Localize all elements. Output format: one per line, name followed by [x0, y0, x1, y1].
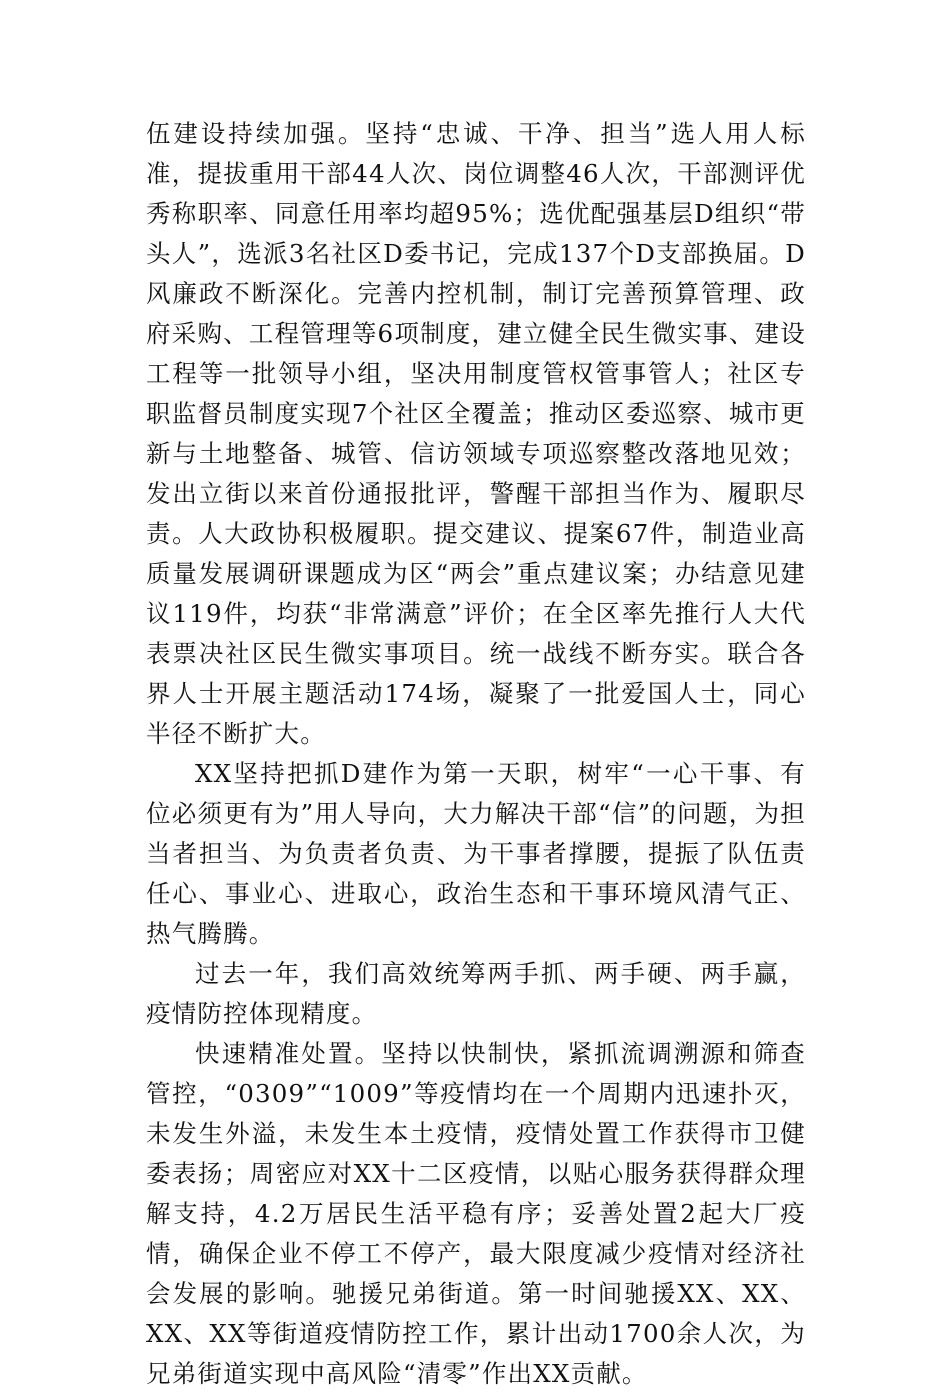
paragraph-2: XX坚持把抓D建作为第一天职，树牢“一心干事、有位必须更有为”用人导向，大力解决干部“信”的问题，为担当者担当、为负责者负责、为干事者撑腰，提振了队伍责任心、事业心、进取心，政治生态和干事环境风清气正、热气腾腾。 [146, 759, 806, 948]
document-body [146, 114, 806, 1394]
paragraph-4: 快速精准处置。坚持以快制快，紧抓流调溯源和筛查管控，“0309”“1009”等疫情均在一个周期内迅速扑灭，未发生外溢，未发生本土疫情，疫情处置工作获得市卫健委表扬；周密应对XX十二区疫情，以贴心服务获得群众理解支持，4.2万居民生活平稳有序；妥善处置2起大厂疫情，确保企业不停工不停产，最大限度减少疫情对经济社会发展的影响。驰援兄弟街道。第一时间驰援XX、XX、XX、XX等街道疫情防控工作，累计出动1700余人次，为兄弟街道实现中高风险“清零”作出XX贡献。 [146, 1039, 806, 1388]
paragraph-3: 过去一年，我们高效统筹两手抓、两手硬、两手赢，疫情防控体现精度。 [146, 959, 806, 1028]
paragraph-1: 伍建设持续加强。坚持“忠诚、干净、担当”选人用人标准，提拔重用干部44人次、岗位调整46人次，干部测评优秀称职率、同意任用率均超95%；选优配强基层D组织“带头人”，选派3名社区D委书记，完成137个D支部换届。D风廉政不断深化。完善内控机制，制订完善预算管理、政府采购、工程管理等6项制度，建立健全民生微实事、建设工程等一批领导小组，坚决用制度管权管事管人；社区专职监督员制度实现7个社区全覆盖；推动区委巡察、城市更新与土地整备、城管、信访领域专项巡察整改落地见效；发出立街以来首份通报批评，警醒干部担当作为、履职尽责。人大政协积极履职。提交建议、提案67件，制造业高质量发展调研课题成为区“两会”重点建议案；办结意见建议119件，均获“非常满意”评价；在全区率先推行人大代表票决社区民生微实事项目。统一战线不断夯实。联合各界人士开展主题活动174场，凝聚了一批爱国人士，同心半径不断扩大。 [146, 119, 806, 748]
